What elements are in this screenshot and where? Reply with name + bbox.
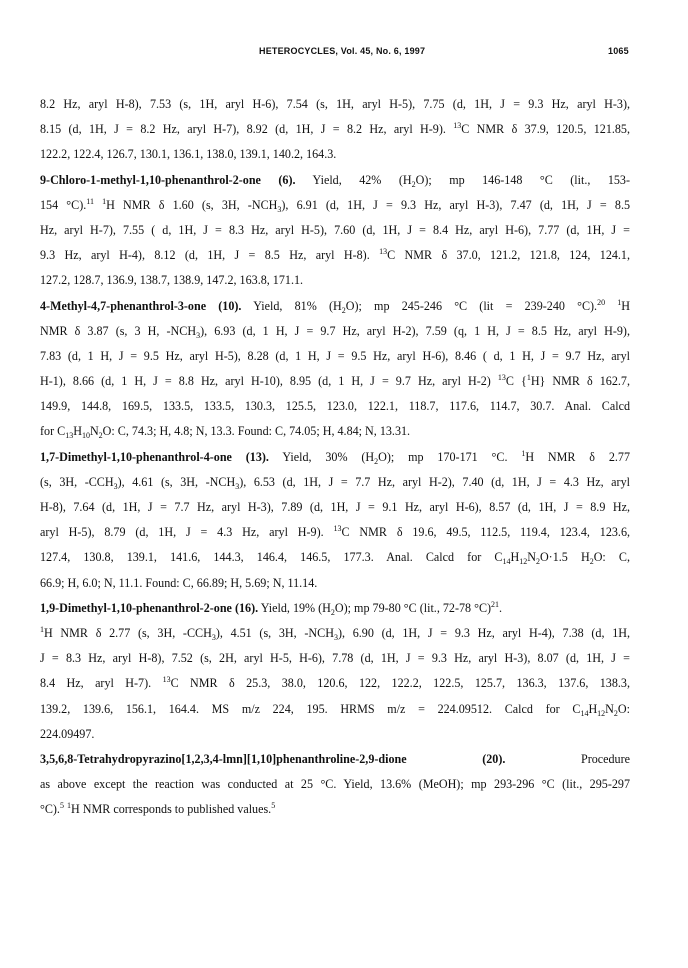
- journal-citation: HETEROCYCLES, Vol. 45, No. 6, 1997: [259, 46, 426, 56]
- compound-heading-6: 9-Chloro-1-methyl-1,10-phenanthrol-2-one (6). Yield, 42% $(H_2O)$; mp 146-148 °C (lit., 153-: [40, 172, 631, 189]
- reference-mark: 21: [491, 599, 500, 609]
- text-line: 149.9, 144.8, 169.5, 133.5, 133.5, 130.3, 125.5, 123.0, 122.1, 118.7, 117.6, 114.7, 30.7. Anal. Calcd: [40, 399, 630, 414]
- text-line: $^1$H NMR δ 2.77 (s, 3H, $-CCH_3$), 4.51 (s, 3H, $-NCH_3$), 6.90 (d, 1H, J = 9.3 Hz, aryl H-4), 7.38 (d, 1H,: [40, 624, 630, 642]
- text-line: 139.2, 139.6, 156.1, 164.4. MS m/z 224, 195. HRMS m/z = 224.09512. Calcd for $C_{14}H_{12}N_2O$:: [40, 701, 630, 718]
- text-line: 66.9; H, 6.0; N, 11.1. Found: C, 66.89; H, 5.69; N, 11.14.: [40, 575, 318, 590]
- text-line: 7.83 (d, 1 H, J = 9.5 Hz, aryl H-5), 8.28 (d, 1 H, J = 9.5 Hz, aryl H-6), 8.46 ( d, 1 H, J = 9.7 Hz, aryl: [40, 348, 630, 363]
- text-line: NMR δ 3.87 (s, 3 H, $-NCH_3$), 6.93 (d, 1 H, J = 9.7 Hz, aryl H-2), 7.59 (q, 1 H, J = 8.5 Hz, aryl H-9),: [40, 323, 630, 340]
- compound-heading-20: 3,5,6,8-Tetrahydropyrazino[1,2,3,4-lmn][1,10]phenanthroline-2,9-dione (20). Procedure: [40, 751, 630, 766]
- reference-mark: 20: [597, 297, 606, 307]
- reference-mark: 5: [59, 801, 64, 811]
- text-line: aryl H-5), 8.79 (d, 1H, J = 4.3 Hz, aryl H-9). $^{13}$C NMR δ 19.6, 49.5, 112.5, 119.4, 123.4, 123.6,: [40, 524, 631, 540]
- text-line: 154 °C).$^{11}$ $^1$H NMR δ 1.60 (s, 3H, $-NCH_3$), 6.91 (d, 1H, J = 9.3 Hz, aryl H-3), 7.47 (d, 1H, J = 8.5: [40, 196, 631, 214]
- compound-heading-13: 1,7-Dimethyl-1,10-phenanthrol-4-one (13). Yield, 30% $(H_2O)$; mp 170-171 °C. $^1$H NMR δ 2.77: [40, 448, 630, 466]
- text-line: 224.09497.: [40, 726, 95, 741]
- text-line: H-1), 8.66 (d, 1 H, J = 8.8 Hz, aryl H-10), 8.95 (d, 1 H, J = 9.7 Hz, aryl H-2) $^{13}$C {$^1$H} NMR δ 162.7,: [40, 373, 630, 389]
- text-line: 127.4, 130.8, 139.1, 141.6, 144.3, 146.4, 146.5, 177.3. Anal. Calcd for $C_{14}H_{12}N_2O\cdot 1.5$ $H_2O$: C,: [40, 550, 631, 567]
- text-line: 9.3 Hz, aryl H-4), 8.12 (d, 1H, J = 8.5 Hz, aryl H-8). $^{13}$C NMR δ 37.0, 121.2, 121.8, 124, 124.1,: [40, 247, 631, 263]
- compound-title: 9-Chloro-1-methyl-1,10-phenanthrol-2-one (6).: [40, 172, 296, 187]
- running-header: [0, 46, 688, 62]
- text-line: °C).$^5$ $^1$H NMR corresponds to published values.$^5$: [40, 801, 276, 817]
- text-line: as above except the reaction was conducted at 25 °C. Yield, 13.6% (MeOH); mp 293-296 °C (lit., 295-297: [40, 777, 630, 792]
- compound-title: 1,9-Dimethyl-1,10-phenanthrol-2-one (16).: [40, 600, 259, 615]
- compound-title: 4-Methyl-4,7-phenanthrol-3-one (10).: [40, 298, 242, 313]
- text-line: 8.2 Hz, aryl H-8), 7.53 (s, 1H, aryl H-6), 7.54 (s, 1H, aryl H-5), 7.75 (d, 1H, J = 9.3 Hz, aryl H-3),: [40, 97, 630, 111]
- text-line: Hz, aryl H-7), 7.55 ( d, 1H, J = 8.3 Hz, aryl H-5), 7.60 (d, 1H, J = 8.4 Hz, aryl H-6), 7.77 (d, 1H, J =: [40, 222, 630, 237]
- text-line: (s, 3H, $-CCH_3$), 4.61 (s, 3H, $-NCH_3$), 6.53 (d, 1H, J = 7.7 Hz, aryl H-2), 7.40 (d, 1H, J = 4.3 Hz, aryl: [40, 474, 630, 491]
- reference-mark: 5: [271, 801, 276, 811]
- compound-heading-16: 1,9-Dimethyl-1,10-phenanthrol-2-one (16). Yield, 19% $(H_2O)$; mp 79-80 °C (lit., 72-78 °C)$^{21}$.: [40, 599, 503, 617]
- text-line: H-8), 7.64 (d, 1H, J = 7.7 Hz, aryl H-3), 7.89 (d, 1H, J = 9.1 Hz, aryl H-6), 8.57 (d, 1H, J = 8.9 Hz,: [40, 500, 630, 514]
- text-line: 127.2, 128.7, 136.9, 138.7, 138.9, 147.2, 163.8, 171.1.: [40, 273, 304, 288]
- article-body: [40, 92, 630, 822]
- compound-title: 1,7-Dimethyl-1,10-phenanthrol-4-one (13).: [40, 449, 269, 464]
- text-line: J = 8.3 Hz, aryl H-8), 7.52 (s, 2H, aryl H-5, H-6), 7.78 (d, 1H, J = 9.3 Hz, aryl H-3), 8.07 (d, 1H, J =: [40, 651, 630, 666]
- reference-mark: 11: [86, 196, 94, 206]
- text-line: 8.15 (d, 1H, J = 8.2 Hz, aryl H-7), 8.92 (d, 1H, J = 8.2 Hz, aryl H-9). $^{13}$C NMR δ 37.9, 120.5, 121.85,: [40, 121, 631, 137]
- text-line: for $C_{13}H_{10}N_2O$: C, 74.3; H, 4.8; N, 13.3. Found: C, 74.05; H, 4.84; N, 13.31.: [40, 424, 411, 441]
- text-line: 122.2, 122.4, 126.7, 130.1, 136.1, 138.0, 139.1, 140.2, 164.3.: [40, 147, 337, 162]
- compound-title: 3,5,6,8-Tetrahydropyrazino[1,2,3,4-lmn][1,10]phenanthroline-2,9-dione (20).: [40, 751, 506, 766]
- compound-heading-10: 4-Methyl-4,7-phenanthrol-3-one (10). Yield, 81% $(H_2O)$; mp 245-246 °C (lit = 239-240 °C).$^{20}$ $^1$H: [40, 297, 631, 315]
- text-line: 8.4 Hz, aryl H-7). $^{13}$C NMR δ 25.3, 38.0, 120.6, 122, 122.2, 122.5, 125.7, 136.3, 137.6, 138.3,: [40, 675, 630, 691]
- page-number: 1065: [608, 46, 629, 56]
